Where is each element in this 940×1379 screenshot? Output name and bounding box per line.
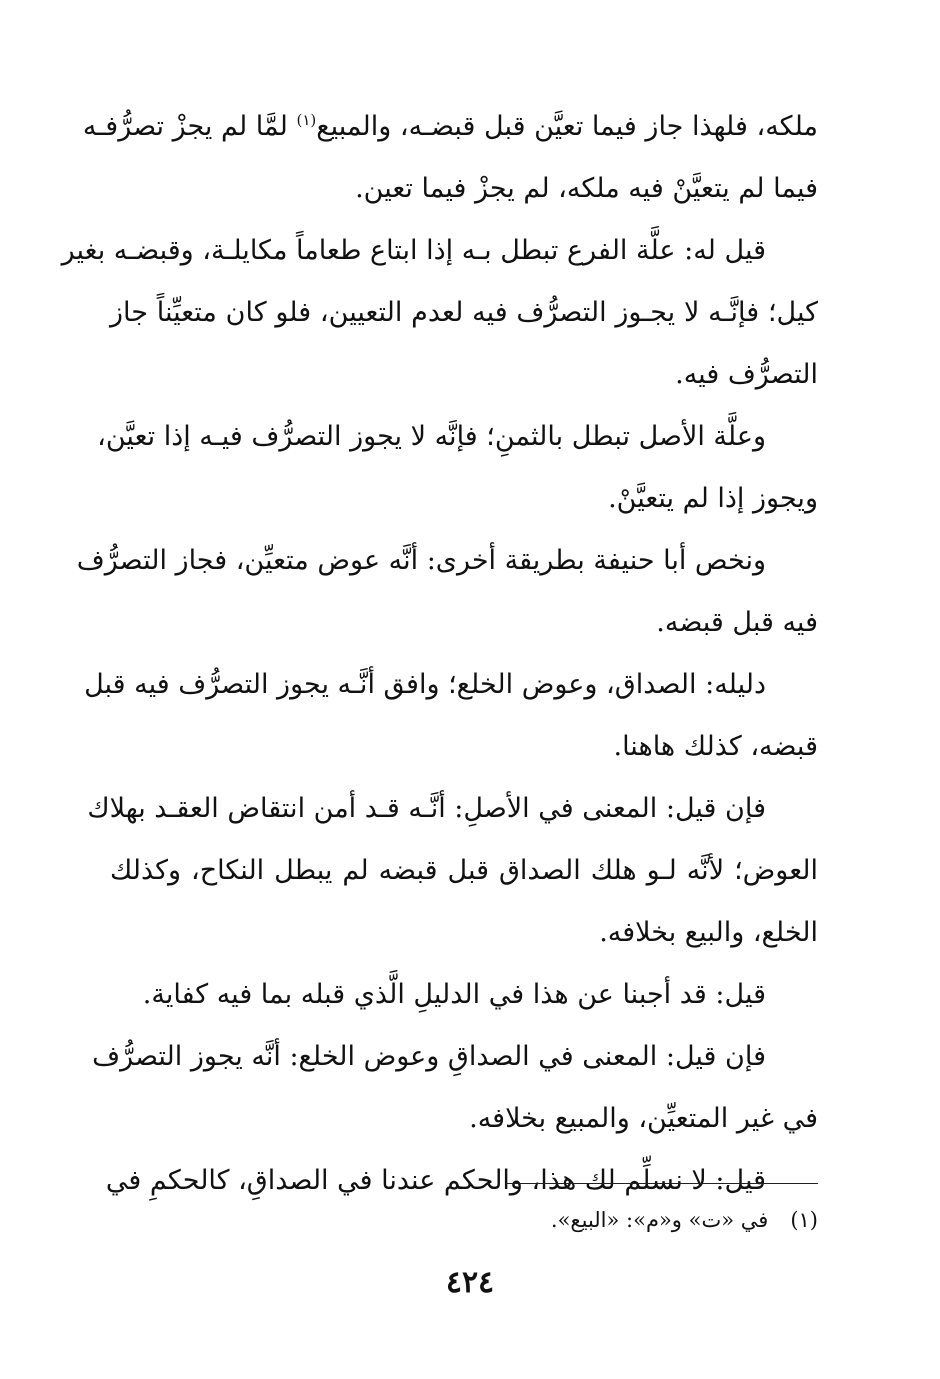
main-text — [61, 96, 818, 1212]
footnote-divider — [506, 1183, 818, 1184]
text-line: ملكه، فلهذا جاز فيما تعيَّن قبل قبضـه، والمبيع$^{(١)}$ لمَّا لم يجزْ تصرُّفـه — [82, 111, 818, 142]
page-number: ٤٢٤ — [445, 1265, 495, 1300]
text-line: كيل؛ فإنَّـه لا يجـوز التصرُّف فيه لعدم التعيين، فلو كان متعيِّناً جاز — [110, 297, 818, 328]
text-line: قيل: لا نسلِّم لك هذا، والحكم عندنا في الصداقِ، كالحكمِ في — [105, 1165, 766, 1196]
text-line: قيل له: علَّة الفرع تبطل بـه إذا ابتاع طعاماً مكايلـة، وقبضـه بغير — [61, 235, 766, 266]
text-line: في غير المتعيِّن، والمبيع بخلافه. — [469, 1103, 818, 1134]
text-line: العوض؛ لأنَّه لـو هلك الصداق قبل قبضه لم يبطل النكاح، وكذلك — [110, 855, 818, 886]
text-line: وعلَّة الأصل تبطل بالثمنِ؛ فإنَّه لا يجوز التصرُّف فيـه إذا تعيَّن، — [97, 421, 766, 452]
text-line: ونخص أبا حنيفة بطريقة أخرى: أنَّه عوض متعيِّن، فجاز التصرُّف — [76, 545, 766, 576]
text-line: التصرُّف فيه. — [675, 359, 818, 390]
footnote-text: في «ت» و«م»: «البيع». — [550, 1208, 769, 1232]
text-line: ويجوز إذا لم يتعيَّنْ. — [608, 483, 818, 514]
text-line: فيما لم يتعيَّنْ فيه ملكه، لم يجزْ فيما تعين. — [355, 173, 818, 204]
text-line: فإن قيل: المعنى في الصداقِ وعوض الخلع: أنَّه يجوز التصرُّف — [92, 1041, 766, 1072]
footnote-number: (١) — [790, 1208, 818, 1232]
text-line: فإن قيل: المعنى في الأصلِ: أنَّـه قـد أمن انتقاض العقـد بهلاك — [87, 793, 766, 824]
footnote — [110, 1200, 818, 1240]
footnote-marker[interactable]: (١) — [296, 111, 317, 129]
text-line: فيه قبل قبضه. — [656, 607, 818, 638]
text-line: قيل: قد أجبنا عن هذا في الدليلِ الَّذي قبله بما فيه كفاية. — [142, 979, 766, 1010]
text-line: قبضه، كذلك هاهنا. — [613, 731, 818, 762]
text-line: الخلع، والبيع بخلافه. — [599, 917, 818, 948]
text-line: دليله: الصداق، وعوض الخلع؛ وافق أنَّـه يجوز التصرُّف فيه قبل — [84, 669, 766, 700]
